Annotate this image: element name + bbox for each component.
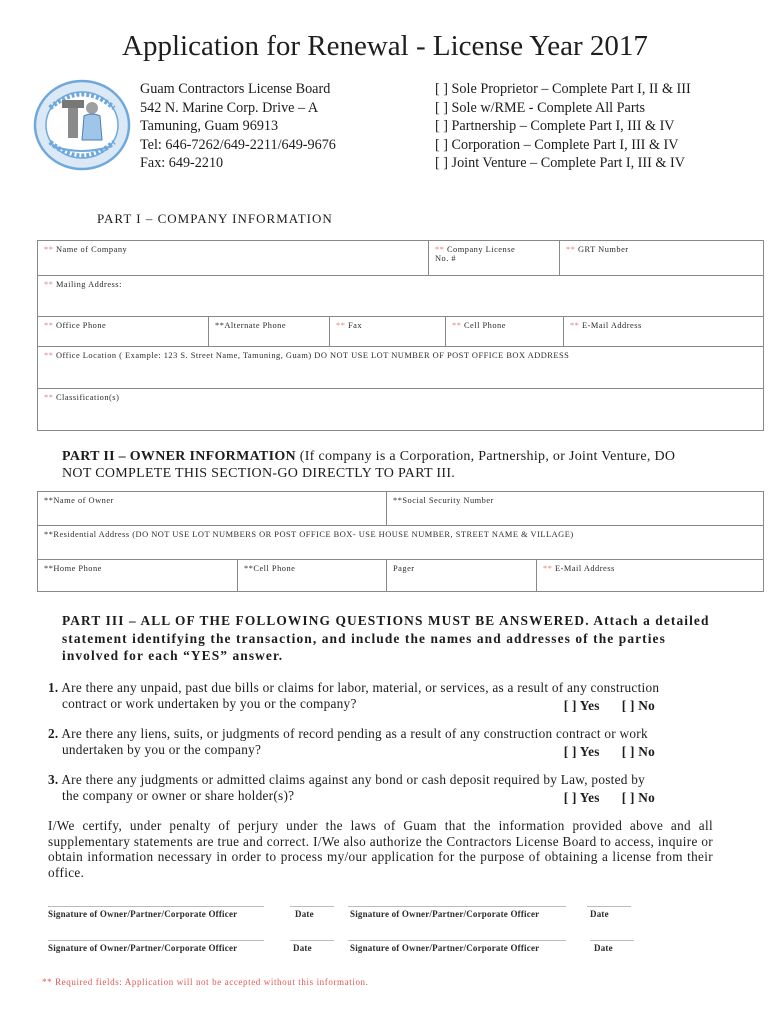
date-line[interactable] <box>590 940 634 941</box>
field-name-of-owner[interactable] <box>38 492 387 526</box>
page-title: Application for Renewal - License Year 2017 <box>122 30 648 62</box>
yes-no-choice <box>558 698 655 714</box>
required-marker: ** <box>44 245 54 254</box>
field-mailing-address[interactable] <box>38 276 763 317</box>
field-owner-email[interactable] <box>537 560 763 591</box>
question-3 <box>48 772 713 806</box>
date-label: Date <box>594 943 613 953</box>
entity-type-options <box>435 80 691 173</box>
label-cell-phone: Cell Phone <box>463 321 506 330</box>
question-text-cont: contract or work undertaken by you or the company? <box>62 696 357 711</box>
field-alternate-phone[interactable] <box>209 317 330 347</box>
date-label: Date <box>590 909 609 919</box>
option-sole-proprietor[interactable]: [ ] Sole Proprietor – Complete Part I, II & III <box>435 81 691 97</box>
label-office-phone: Office Phone <box>55 321 107 330</box>
signature-line[interactable] <box>348 940 566 941</box>
label-home-phone: **Home Phone <box>44 564 102 573</box>
field-pager[interactable] <box>387 560 537 591</box>
no-checkbox[interactable]: [ ] No <box>621 744 655 759</box>
label-ssn: **Social Security Number <box>393 496 494 505</box>
board-city: Tamuning, Guam 96913 <box>140 118 279 135</box>
label-owner-email: E-Mail Address <box>554 564 615 573</box>
field-owner-cell-phone[interactable] <box>238 560 387 591</box>
question-number: 1. <box>48 680 59 695</box>
signature-line[interactable] <box>48 940 264 941</box>
required-marker: ** <box>44 321 54 330</box>
field-email[interactable] <box>564 317 763 347</box>
signature-line[interactable] <box>48 906 264 907</box>
date-label: Date <box>293 943 312 953</box>
signature-line[interactable] <box>348 906 566 907</box>
required-marker: ** <box>42 977 53 987</box>
part1-heading: PART I – COMPANY INFORMATION <box>97 211 333 226</box>
no-checkbox[interactable]: [ ] No <box>621 698 655 713</box>
signature-label: Signature of Owner/Partner/Corporate Officer <box>350 909 540 919</box>
board-fax: Fax: 649-2210 <box>140 155 224 172</box>
part1-company-grid <box>37 240 764 431</box>
board-tel: Tel: 646-7262/649-2211/649-9676 <box>140 136 336 153</box>
label-mailing-address: Mailing Address: <box>55 280 122 289</box>
field-ssn[interactable] <box>387 492 763 526</box>
field-office-location[interactable] <box>38 347 763 389</box>
signature-label: Signature of Owner/Partner/Corporate Officer <box>350 943 540 953</box>
label-company-license: Company License <box>446 245 516 254</box>
question-2 <box>48 726 713 760</box>
question-text: Are there any judgments or admitted claims against any bond or cash deposit required by Law, posted by <box>61 772 646 787</box>
field-home-phone[interactable] <box>38 560 238 591</box>
yes-checkbox[interactable]: [ ] Yes <box>563 790 600 805</box>
label-email: E-Mail Address <box>581 321 642 330</box>
required-marker: ** <box>44 280 54 289</box>
label-grt-number: GRT Number <box>577 245 629 254</box>
label-classifications: Classification(s) <box>55 393 120 402</box>
required-marker: ** <box>570 321 580 330</box>
label-fax: Fax <box>347 321 363 330</box>
required-marker: ** <box>566 245 576 254</box>
required-marker: ** <box>336 321 346 330</box>
part2-heading-note: (If company is a Corporation, Partnership, or Joint Venture, DO NOT COMPLETE THIS SECTION-GO DIRECTLY TO PART III. <box>62 449 676 481</box>
date-line[interactable] <box>290 906 334 907</box>
yes-no-choice <box>558 744 655 760</box>
question-text: Are there any liens, suits, or judgments of record pending as a result of any construction contract or work <box>61 726 648 741</box>
question-text-cont: the company or owner or share holder(s)? <box>62 788 295 803</box>
yes-no-choice <box>558 790 655 806</box>
board-name: Guam Contractors License Board <box>140 81 331 97</box>
label-pager: Pager <box>393 564 415 573</box>
required-marker: ** <box>44 393 54 402</box>
label-office-location: Office Location ( Example: 123 S. Street Name, Tamuning, Guam) DO NOT USE LOT NUMBER OF POST OFFICE BOX ADDRESS <box>55 351 570 360</box>
part2-owner-grid <box>37 491 764 592</box>
board-street: 542 N. Marine Corp. Drive – A <box>140 99 319 116</box>
field-residential-address[interactable] <box>38 526 763 560</box>
date-line[interactable] <box>587 906 631 907</box>
question-text-cont: undertaken by you or the company? <box>62 742 262 757</box>
required-fields-note <box>42 977 369 987</box>
required-marker: ** <box>435 245 445 254</box>
required-marker: ** <box>452 321 462 330</box>
signature-label: Signature of Owner/Partner/Corporate Officer <box>48 909 238 919</box>
question-number: 3. <box>48 772 59 787</box>
field-company-license-no[interactable] <box>429 241 560 276</box>
option-partnership[interactable]: [ ] Partnership – Complete Part I, III & IV <box>435 118 675 135</box>
certification-statement: I/We certify, under penalty of perjury under the laws of Guam that the information provided above and all supplementary statements are true and correct. I/We also authorize the Contractors License Board to access, inquire or obtain information necessary in order to process my/our application for the purpose of obtaining a license from their office. <box>48 818 713 880</box>
label-name-of-owner: **Name of Owner <box>44 496 114 505</box>
date-label: Date <box>295 909 314 919</box>
field-cell-phone[interactable] <box>446 317 564 347</box>
guam-seal-logo <box>32 78 132 172</box>
option-joint-venture[interactable]: [ ] Joint Venture – Complete Part I, III & IV <box>435 155 685 172</box>
required-fields-text: Required fields: Application will not be accepted without this information. <box>55 977 369 987</box>
label-residential-address: **Residential Address (DO NOT USE LOT NUMBERS OR POST OFFICE BOX- USE HOUSE NUMBER, STREET NAME & VILLAGE) <box>44 530 574 539</box>
label-alternate-phone: **Alternate Phone <box>215 321 287 330</box>
option-sole-rme[interactable]: [ ] Sole w/RME - Complete All Parts <box>435 99 646 116</box>
label-owner-cell-phone: **Cell Phone <box>244 564 296 573</box>
field-name-of-company[interactable] <box>38 241 429 276</box>
date-line[interactable] <box>290 940 334 941</box>
required-marker: ** <box>44 351 54 360</box>
board-address <box>140 80 336 173</box>
required-marker: ** <box>543 564 553 573</box>
field-classifications[interactable] <box>38 389 763 430</box>
question-1 <box>48 680 713 714</box>
field-grt-number[interactable] <box>560 241 763 276</box>
question-number: 2. <box>48 726 59 741</box>
no-checkbox[interactable]: [ ] No <box>621 790 655 805</box>
question-text: Are there any unpaid, past due bills or claims for labor, material, or services, as a result of any construction <box>61 680 660 695</box>
option-corporation[interactable]: [ ] Corporation – Complete Part I, III & IV <box>435 136 679 153</box>
field-fax[interactable] <box>330 317 446 347</box>
yes-checkbox[interactable]: [ ] Yes <box>563 698 600 713</box>
part2-heading <box>62 448 682 482</box>
label-company-license-no: No. # <box>435 254 457 263</box>
part3-heading: PART III – ALL OF THE FOLLOWING QUESTIONS MUST BE ANSWERED. Attach a detailed statement identifying the transaction, and include the names and addresses of the parties involved for each “YES” answer. <box>62 613 710 663</box>
field-office-phone[interactable] <box>38 317 209 347</box>
signature-label: Signature of Owner/Partner/Corporate Officer <box>48 943 238 953</box>
part2-heading-title: PART II – OWNER INFORMATION <box>62 449 296 464</box>
yes-checkbox[interactable]: [ ] Yes <box>563 744 600 759</box>
label-name-of-company: Name of Company <box>55 245 128 254</box>
